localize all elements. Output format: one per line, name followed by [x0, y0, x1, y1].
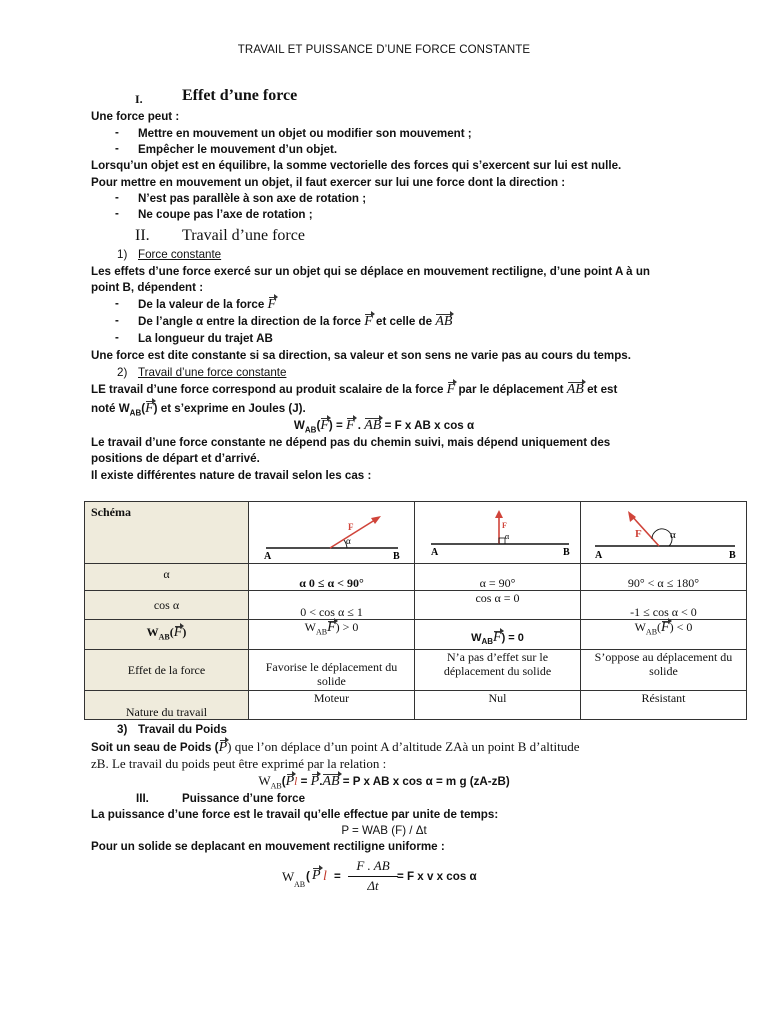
section-2-number: II.	[135, 227, 150, 244]
effet-cell-null: N’a pas d’effet sur le déplacement du solide	[415, 650, 581, 691]
work-cell-resistant	[580, 620, 746, 650]
section-2-paragraph-3	[91, 382, 617, 398]
vector-f: F	[267, 297, 277, 312]
section-4-paragraph-1: La puissance d’une force est le travail qu’elle effectue par unite de temps:	[91, 808, 499, 821]
section-3-paragraph-1	[91, 739, 580, 756]
open-paren: (	[281, 775, 286, 788]
paragraph-1-text-a: Soit un seau de Poids (	[91, 741, 219, 754]
section-1-bullet-2: Empêcher le mouvement d’un objet.	[138, 143, 338, 156]
section-2-bullet-3: La longueur du trajet AB	[138, 332, 273, 345]
schema-diagram-motor	[252, 504, 412, 562]
open-paren: (	[141, 402, 146, 415]
work-subscript: AB	[129, 408, 142, 418]
schema-diagram-resistant	[583, 504, 743, 562]
schema-diagram-null	[417, 504, 577, 562]
work-symbol: W	[293, 419, 305, 432]
angle-label: α	[345, 535, 351, 546]
point-a-label: A	[263, 550, 271, 562]
table-row	[85, 591, 747, 620]
vector-p: P	[310, 774, 320, 789]
header-alpha: α	[85, 564, 249, 591]
vector-ab: AB	[322, 774, 340, 789]
angle-arc	[652, 528, 672, 545]
header-schema: Schéma	[85, 502, 249, 564]
work-subscript: AB	[270, 781, 282, 791]
subsection-3-number: 3)	[117, 723, 128, 736]
section-2-paragraph-5a: Le travail d’une force constante ne dépend pas du chemin suivi, mais dépend uniquement des	[91, 436, 611, 449]
nature-cell-motor: Moteur	[249, 691, 415, 720]
section-2-paragraph-1a: Les effets d’une force exercé sur un objet qui se déplace en mouvement rectiligne, d’une point A à un	[91, 265, 650, 278]
work-symbol: W	[118, 402, 130, 415]
subsection-3-title: Travail du Poids	[138, 723, 227, 736]
open-paren: (	[316, 419, 321, 432]
work-subscript: AB	[304, 425, 317, 435]
angle-label: α	[505, 531, 510, 541]
power-formula-tail: = F x v x cos α	[397, 870, 477, 883]
paragraph-3-text-b: par le déplacement	[458, 383, 564, 396]
work-null-text: ) = 0	[501, 631, 524, 644]
bullet-2-text-b: et celle de	[376, 315, 433, 328]
schema-cell-motor	[249, 502, 415, 564]
force-arrowhead	[371, 516, 381, 524]
paragraph-1-text-b: ) que l’on déplace d’un point A d’altitude ZAà un point B d’altitude	[227, 739, 580, 754]
work-resistant-text: ) < 0	[669, 620, 693, 634]
dot-operator: .	[319, 775, 323, 788]
work-symbol: W	[258, 773, 271, 788]
work-types-table	[84, 501, 747, 720]
force-vector-line	[330, 518, 378, 548]
section-1-bullet-4: Ne coupe pas l’axe de rotation ;	[138, 208, 313, 221]
section-3-paragraph-2: zB. Le travail du poids peut être exprimé par la relation :	[91, 756, 387, 771]
equals-sign: =	[334, 870, 341, 883]
cos-cell-resistant: -1 ≤ cos α < 0	[580, 591, 746, 620]
section-1-paragraph-2: Pour mettre en mouvement un objet, il faut exercer sur lui une force dont la direction :	[91, 176, 566, 189]
work-motor-text: ) > 0	[335, 620, 359, 634]
close-paren: )	[182, 624, 187, 639]
vector-ab: AB	[364, 418, 382, 433]
point-b-label: B	[729, 549, 737, 561]
bullet-dash: -	[115, 126, 119, 139]
subsection-1-number: 1)	[117, 248, 128, 261]
section-2-bullet-2	[138, 314, 452, 330]
vector-f: F	[345, 418, 355, 433]
bullet-dash: -	[115, 297, 119, 310]
work-subscript: AB	[645, 627, 658, 637]
vector-ab: AB	[435, 314, 453, 329]
bullet-dash: -	[115, 331, 119, 344]
bullet-dash: -	[115, 314, 119, 327]
point-b-label: B	[563, 546, 571, 558]
dot-operator: .	[357, 419, 361, 432]
section-4-heading: Puissance d’une force	[182, 792, 306, 805]
work-cell-null	[415, 620, 581, 650]
bullet-dash: -	[115, 207, 119, 220]
header-nature: Nature du travail	[85, 691, 249, 720]
vector-f: F	[661, 620, 670, 635]
section-1-heading: Effet d’une force	[182, 87, 298, 104]
vector-f: F	[327, 620, 336, 635]
effet-cell-resistant: S’oppose au déplacement du solide	[580, 650, 746, 691]
table-row	[85, 691, 747, 720]
work-subscript: AB	[315, 627, 328, 637]
effet-cell-motor: Favorise le déplacement du solide	[249, 650, 415, 691]
table-row	[85, 502, 747, 564]
section-2-paragraph-6: Il existe différentes nature de travail selon les cas :	[91, 469, 372, 482]
work-symbol: W	[304, 620, 316, 634]
work-symbol: W	[471, 631, 482, 644]
schema-cell-resistant	[580, 502, 746, 564]
work-cell-motor	[249, 620, 415, 650]
vector-ab: AB	[566, 382, 584, 397]
section-1-bullet-1: Mettre en mouvement un objet ou modifier son mouvement ;	[138, 127, 472, 140]
work-symbol: W	[634, 620, 646, 634]
vector-f: F	[145, 401, 154, 416]
close-paren: )	[153, 402, 158, 415]
table-row	[85, 650, 747, 691]
schema-cell-null	[415, 502, 581, 564]
vector-f: F	[446, 382, 456, 397]
weight-formula	[0, 773, 768, 794]
bullet-dash: -	[115, 142, 119, 155]
force-label: F	[635, 527, 643, 540]
open-paren: (	[169, 624, 174, 639]
point-a-label: A	[431, 546, 439, 558]
work-subscript: AB	[481, 637, 494, 646]
bullet-1-text: De la valeur de la force	[138, 298, 265, 311]
vector-f: F	[320, 418, 329, 433]
section-2-heading: Travail d’une force	[182, 227, 305, 244]
document-title: TRAVAIL ET PUISSANCE D’UNE FORCE CONSTANTE	[237, 44, 531, 56]
paragraph-3-text-c: et est	[587, 383, 618, 396]
nature-cell-null: Nul	[415, 691, 581, 720]
work-symbol: W	[282, 869, 295, 884]
vector-p: P	[218, 740, 228, 755]
section-2-paragraph-5b: positions de départ et d’arrivé.	[91, 452, 260, 465]
section-1-number: I.	[135, 92, 143, 106]
table-row	[85, 620, 747, 650]
section-4-paragraph-2: Pour un solide se deplacant en mouvement rectiligne uniforme :	[91, 840, 445, 853]
paragraph-4-text-a: noté	[91, 402, 116, 415]
section-1-intro: Une force peut :	[91, 110, 180, 123]
paragraph-3-text-a: LE travail d’une force correspond au produit scalaire de la force	[91, 383, 444, 396]
fraction-bar	[348, 876, 398, 877]
section-1-paragraph-1: Lorsqu’un objet est en équilibre, la somme vectorielle des forces qui s’exercent sur lui est nulle.	[91, 159, 622, 172]
fraction-numerator: F . AB	[356, 858, 390, 873]
section-4-number: III.	[136, 792, 149, 805]
subsection-2-title: Travail d’une force constante	[138, 366, 287, 379]
header-cos: cos α	[85, 591, 249, 620]
section-2-paragraph-1b: point B, dépendent :	[91, 281, 204, 294]
subsection-1-title: Force constante	[138, 248, 222, 261]
fraction-denominator: Δt	[367, 878, 379, 893]
table-row	[85, 564, 747, 591]
bullet-dash: -	[115, 191, 119, 204]
vector-p: P	[312, 868, 321, 883]
work-subscript: AB	[294, 880, 306, 889]
power-formula-1: P = WAB (F) / Δt	[341, 824, 427, 837]
red-l-symbol: l	[294, 775, 298, 788]
cos-cell-motor: 0 < cos α ≤ 1	[249, 591, 415, 620]
subsection-2-number: 2)	[117, 366, 128, 379]
cos-cell-null: cos α = 0	[415, 591, 581, 620]
section-1-bullet-3: N’est pas parallèle à son axe de rotation ;	[138, 192, 367, 205]
work-formula-tail: = F x AB x cos α	[384, 419, 475, 432]
point-a-label: A	[595, 549, 603, 561]
alpha-cell-resistant: 90° < α ≤ 180°	[580, 564, 746, 591]
section-2-bullet-1	[138, 297, 276, 313]
work-symbol: W	[146, 624, 159, 639]
header-effet: Effet de la force	[85, 650, 249, 691]
alpha-text-motor: α 0 ≤ α < 90°	[299, 576, 364, 590]
vector-f: F	[493, 629, 502, 645]
weight-formula-tail: = P x AB x cos α = m g (zA-zB)	[342, 775, 510, 788]
force-label: F	[347, 521, 353, 532]
paragraph-4-text-b: et s’exprime en Joules (J).	[160, 402, 306, 415]
open-paren: (	[657, 620, 662, 634]
angle-label: α	[670, 528, 677, 541]
equals-sign: =	[300, 775, 308, 788]
work-subscript: AB	[158, 632, 170, 642]
header-work	[85, 620, 249, 650]
nature-cell-resistant: Résistant	[580, 691, 746, 720]
bullet-2-text-a: De l’angle α entre la direction de la force	[138, 315, 361, 328]
vector-p: P	[285, 774, 295, 789]
close-paren-equals: ) =	[328, 419, 343, 432]
red-l-symbol: l	[323, 869, 327, 884]
alpha-cell-motor	[249, 564, 415, 591]
force-label: F	[502, 520, 508, 530]
point-b-label: B	[392, 550, 400, 562]
open-paren: (	[306, 870, 310, 883]
alpha-cell-null: α = 90°	[415, 564, 581, 591]
force-arrowhead	[495, 510, 503, 518]
vector-f: F	[364, 314, 373, 329]
section-2-paragraph-2: Une force est dite constante si sa direction, sa valeur et son sens ne varie pas au cours du temps.	[91, 349, 631, 362]
vector-f: F	[173, 624, 183, 640]
